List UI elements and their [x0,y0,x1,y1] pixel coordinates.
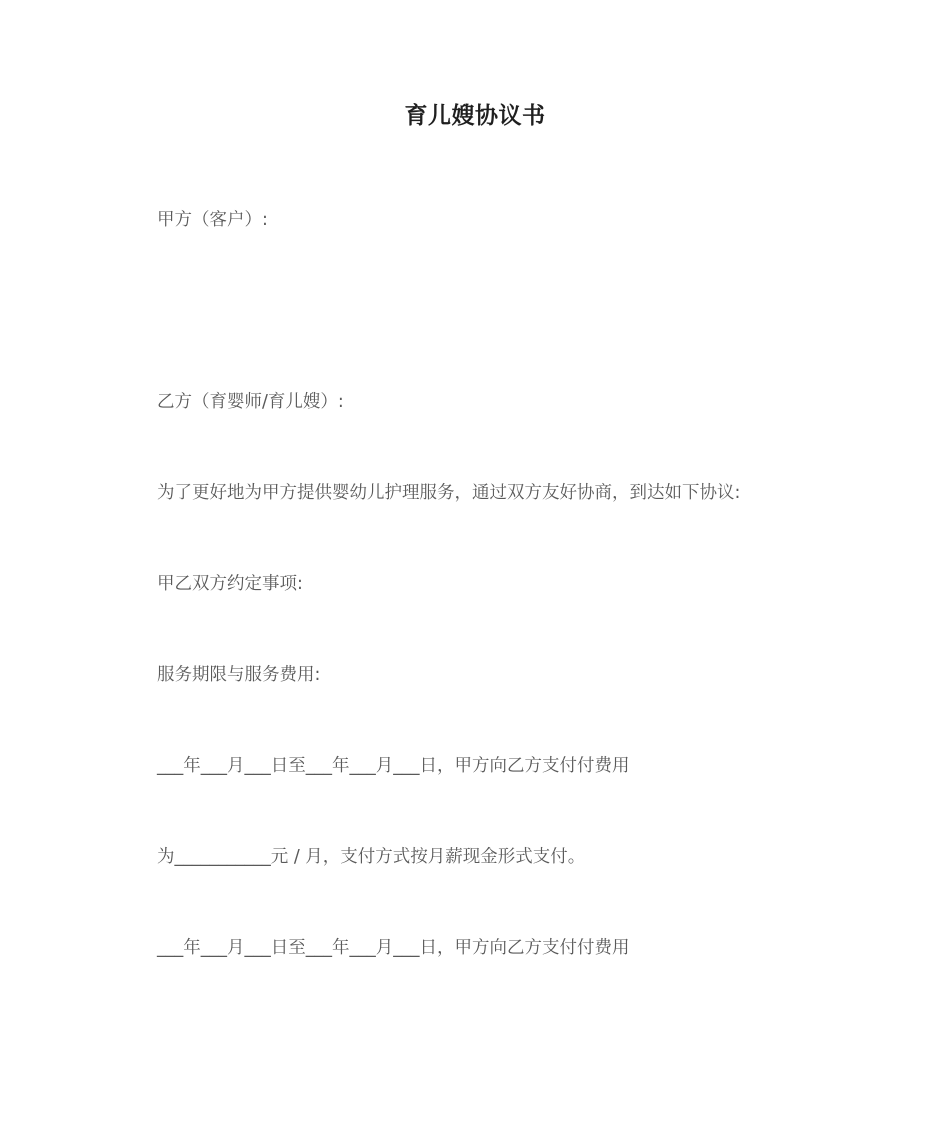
document-title: 育儿嫂协议书 [404,103,546,129]
agreed-matters-heading: 甲乙双方约定事项: [157,574,303,594]
service-period-line-1: ___年___月___日至___年___月___日，甲方向乙方支付付费用 [157,756,630,776]
preamble-paragraph: 为了更好地为甲方提供婴幼儿护理服务，通过双方友好协商，到达如下协议: [157,483,741,503]
party-b-line: 乙方（育婴师/育儿嫂）: [157,392,344,412]
service-period-line-2: ___年___月___日至___年___月___日，甲方向乙方支付付费用 [157,938,630,958]
party-a-line: 甲方（客户）: [157,210,268,230]
fee-amount-line: 为___________元 / 月，支付方式按月薪现金形式支付。 [157,847,586,867]
service-term-fee-heading: 服务期限与服务费用: [157,665,321,685]
